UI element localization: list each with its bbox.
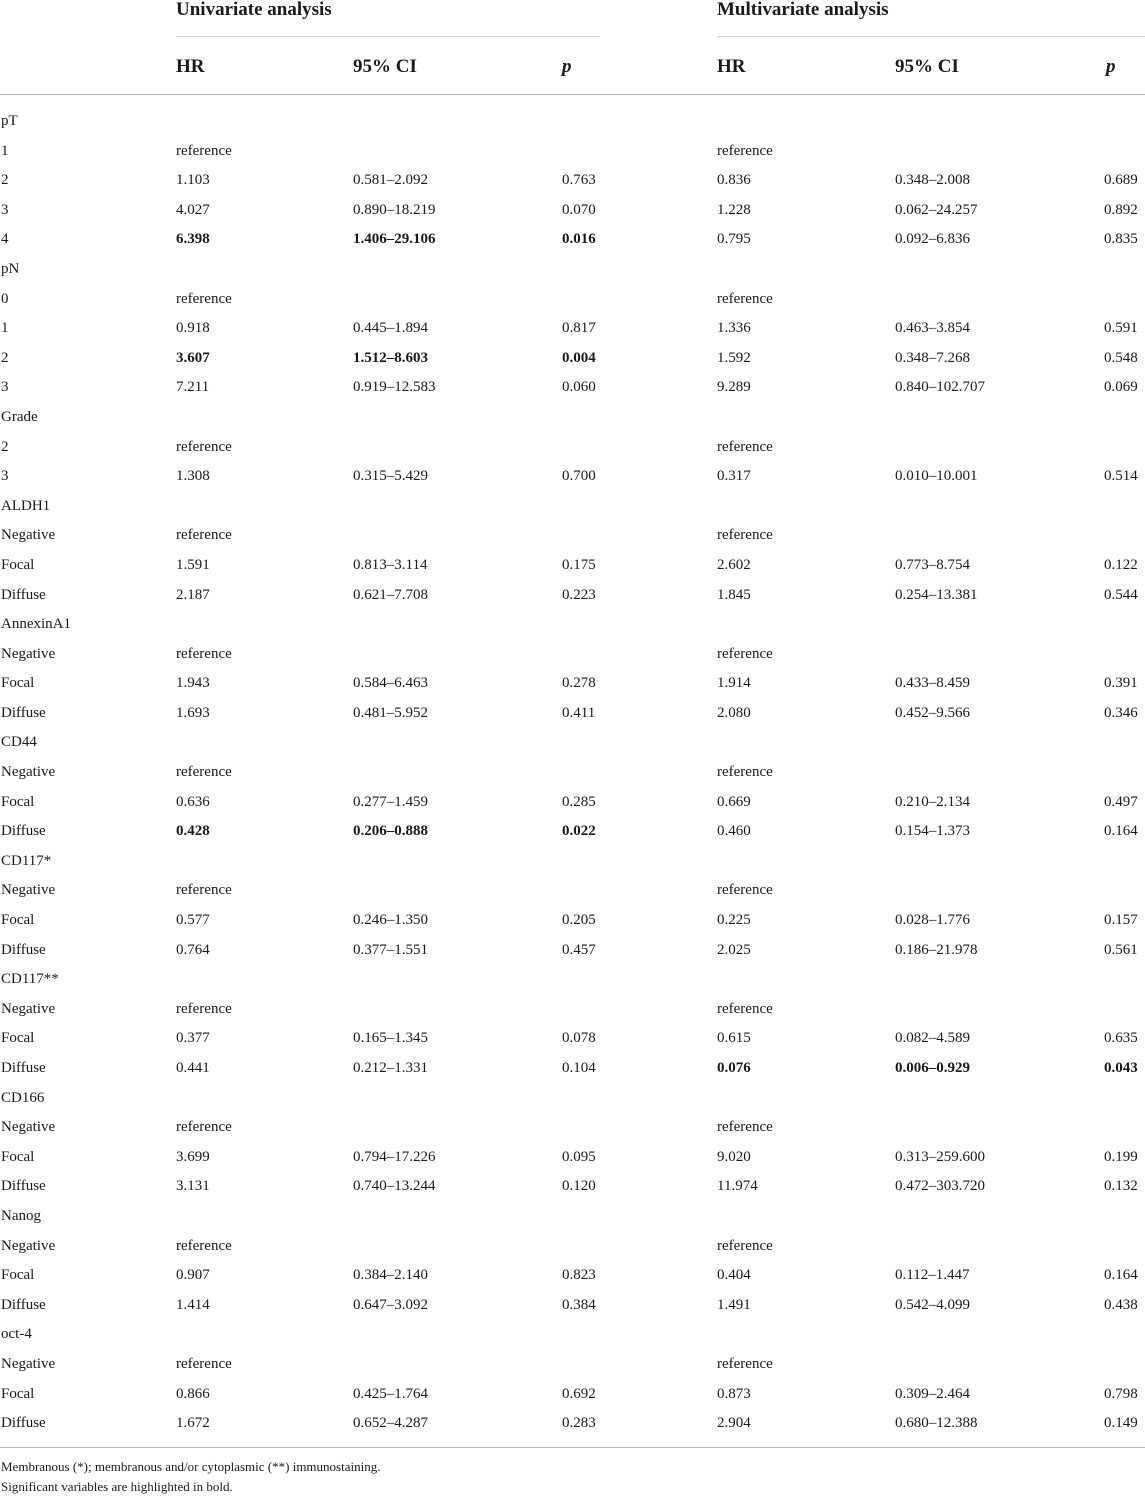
univariate-ci-cell: 0.377–1.551 bbox=[353, 941, 428, 958]
univariate-p-cell: 0.175 bbox=[562, 556, 596, 573]
multivariate-p-header: p bbox=[1106, 56, 1116, 77]
multivariate-p-cell: 0.635 bbox=[1104, 1030, 1138, 1047]
multivariate-ci-cell: 0.112–1.447 bbox=[895, 1267, 970, 1284]
table-row bbox=[0, 1024, 1145, 1054]
row-label: Focal bbox=[1, 1267, 35, 1284]
row-label: 0 bbox=[1, 290, 9, 307]
table-row bbox=[0, 817, 1145, 847]
table-row bbox=[0, 166, 1145, 196]
row-label: Diffuse bbox=[1, 1178, 46, 1195]
row-label: Focal bbox=[1, 675, 35, 692]
row-label: Negative bbox=[1, 882, 56, 899]
multivariate-hr-cell: reference bbox=[717, 882, 773, 899]
univariate-hr-cell: 0.907 bbox=[176, 1267, 210, 1284]
table-row bbox=[0, 225, 1145, 255]
univariate-hr-cell: 1.943 bbox=[176, 675, 210, 692]
table-row bbox=[0, 640, 1145, 670]
univariate-hr-cell: 0.428 bbox=[176, 823, 210, 840]
row-label: Focal bbox=[1, 793, 35, 810]
multivariate-p-cell: 0.892 bbox=[1104, 201, 1138, 218]
univariate-p-cell: 0.095 bbox=[562, 1148, 596, 1165]
table-row bbox=[0, 373, 1145, 403]
multivariate-ci-cell: 0.840–102.707 bbox=[895, 379, 985, 396]
table-row bbox=[0, 1202, 1145, 1232]
multivariate-hr-cell: reference bbox=[717, 438, 773, 455]
univariate-p-cell: 0.823 bbox=[562, 1267, 596, 1284]
univariate-p-cell: 0.285 bbox=[562, 793, 596, 810]
multivariate-hr-cell: 2.025 bbox=[717, 941, 751, 958]
table-row bbox=[0, 344, 1145, 374]
univariate-ci-cell: 1.512–8.603 bbox=[353, 349, 428, 366]
multivariate-hr-cell: reference bbox=[717, 645, 773, 662]
multivariate-p-cell: 0.591 bbox=[1104, 320, 1138, 337]
table-row bbox=[0, 137, 1145, 167]
univariate-group-title: Univariate analysis bbox=[176, 0, 332, 20]
univariate-ci-cell: 0.890–18.219 bbox=[353, 201, 436, 218]
multivariate-p-cell: 0.391 bbox=[1104, 675, 1138, 692]
table-row bbox=[0, 1380, 1145, 1410]
multivariate-p-cell: 0.199 bbox=[1104, 1148, 1138, 1165]
multivariate-hr-cell: reference bbox=[717, 142, 773, 159]
row-label: 3 bbox=[1, 201, 9, 218]
multivariate-hr-cell: 1.914 bbox=[717, 675, 751, 692]
multivariate-ci-cell: 0.542–4.099 bbox=[895, 1296, 970, 1313]
multivariate-ci-cell: 0.006–0.929 bbox=[895, 1060, 970, 1076]
table-row bbox=[0, 433, 1145, 463]
row-label: Negative bbox=[1, 645, 56, 662]
row-label: Focal bbox=[1, 912, 35, 929]
row-label: CD117* bbox=[1, 852, 52, 869]
univariate-ci-cell: 0.445–1.894 bbox=[353, 320, 428, 337]
multivariate-p-cell: 0.835 bbox=[1104, 231, 1138, 248]
univariate-p-cell: 0.104 bbox=[562, 1060, 596, 1076]
row-label: 2 bbox=[1, 172, 9, 189]
table-row bbox=[0, 788, 1145, 818]
univariate-p-cell: 0.078 bbox=[562, 1030, 596, 1047]
multivariate-hr-cell: 0.225 bbox=[717, 912, 751, 929]
multivariate-hr-cell: 0.836 bbox=[717, 172, 751, 189]
multivariate-p-cell: 0.497 bbox=[1104, 793, 1138, 810]
row-label: Focal bbox=[1, 1030, 35, 1047]
multivariate-p-cell: 0.544 bbox=[1104, 586, 1138, 603]
multivariate-ci-cell: 0.028–1.776 bbox=[895, 912, 970, 929]
univariate-hr-cell: reference bbox=[176, 882, 232, 899]
univariate-p-cell: 0.278 bbox=[562, 675, 596, 692]
multivariate-hr-cell: reference bbox=[717, 1355, 773, 1372]
univariate-ci-cell: 0.212–1.331 bbox=[353, 1060, 428, 1076]
row-label: Focal bbox=[1, 556, 35, 573]
univariate-ci-cell: 0.481–5.952 bbox=[353, 704, 428, 721]
univariate-hr-cell: 0.764 bbox=[176, 941, 210, 958]
row-label: Diffuse bbox=[1, 1296, 46, 1313]
univariate-p-header: p bbox=[562, 56, 572, 77]
row-label: AnnexinA1 bbox=[1, 616, 71, 633]
univariate-ci-cell: 0.581–2.092 bbox=[353, 172, 428, 189]
table-row bbox=[0, 995, 1145, 1025]
table-row bbox=[0, 107, 1145, 137]
row-label: Negative bbox=[1, 1355, 56, 1372]
multivariate-hr-cell: 1.491 bbox=[717, 1296, 751, 1313]
multivariate-p-cell: 0.689 bbox=[1104, 172, 1138, 189]
row-label: Diffuse bbox=[1, 1060, 46, 1076]
univariate-ci-cell: 0.165–1.345 bbox=[353, 1030, 428, 1047]
table-row bbox=[0, 1409, 1145, 1439]
univariate-hr-cell: reference bbox=[176, 527, 232, 544]
table-row bbox=[0, 492, 1145, 522]
univariate-ci-cell: 0.315–5.429 bbox=[353, 468, 428, 485]
univariate-hr-cell: 1.693 bbox=[176, 704, 210, 721]
row-label: Grade bbox=[1, 408, 38, 425]
table-row bbox=[0, 196, 1145, 226]
multivariate-p-cell: 0.346 bbox=[1104, 704, 1138, 721]
univariate-ci-cell: 0.206–0.888 bbox=[353, 823, 428, 840]
univariate-hr-cell: 0.866 bbox=[176, 1385, 210, 1402]
univariate-p-cell: 0.283 bbox=[562, 1415, 596, 1432]
table-row bbox=[0, 936, 1145, 966]
row-label: Focal bbox=[1, 1385, 35, 1402]
row-label: CD166 bbox=[1, 1089, 45, 1106]
multivariate-hr-cell: 0.615 bbox=[717, 1030, 751, 1047]
header-rule bbox=[0, 94, 1145, 95]
footer-rule bbox=[0, 1447, 1145, 1448]
univariate-hr-cell: reference bbox=[176, 645, 232, 662]
table-row bbox=[0, 1054, 1145, 1084]
row-label: 3 bbox=[1, 468, 9, 485]
multivariate-p-cell: 0.149 bbox=[1104, 1415, 1138, 1432]
multivariate-hr-cell: reference bbox=[717, 527, 773, 544]
table-row bbox=[0, 255, 1145, 285]
row-label: Diffuse bbox=[1, 586, 46, 603]
multivariate-ci-cell: 0.433–8.459 bbox=[895, 675, 970, 692]
table-row bbox=[0, 1320, 1145, 1350]
multivariate-ci-cell: 0.773–8.754 bbox=[895, 556, 970, 573]
multivariate-hr-cell: 1.336 bbox=[717, 320, 751, 337]
multivariate-ci-cell: 0.082–4.589 bbox=[895, 1030, 970, 1047]
univariate-p-cell: 0.457 bbox=[562, 941, 596, 958]
univariate-p-cell: 0.411 bbox=[562, 704, 596, 721]
univariate-p-cell: 0.016 bbox=[562, 231, 596, 248]
row-label: 1 bbox=[1, 142, 9, 159]
multivariate-group-underline bbox=[717, 36, 1145, 37]
univariate-hr-header: HR bbox=[176, 56, 205, 77]
univariate-ci-cell: 0.794–17.226 bbox=[353, 1148, 436, 1165]
table-row bbox=[0, 728, 1145, 758]
multivariate-hr-cell: reference bbox=[717, 1119, 773, 1136]
table-row bbox=[0, 1084, 1145, 1114]
multivariate-ci-cell: 0.348–7.268 bbox=[895, 349, 970, 366]
univariate-p-cell: 0.120 bbox=[562, 1178, 596, 1195]
univariate-hr-cell: reference bbox=[176, 1000, 232, 1017]
multivariate-p-cell: 0.164 bbox=[1104, 823, 1138, 840]
univariate-hr-cell: 3.699 bbox=[176, 1148, 210, 1165]
univariate-hr-cell: reference bbox=[176, 290, 232, 307]
table-row bbox=[0, 669, 1145, 699]
table-row bbox=[0, 1350, 1145, 1380]
row-label: pN bbox=[1, 260, 20, 277]
multivariate-hr-cell: 1.228 bbox=[717, 201, 751, 218]
univariate-p-cell: 0.070 bbox=[562, 201, 596, 218]
row-label: Negative bbox=[1, 1000, 56, 1017]
multivariate-hr-cell: reference bbox=[717, 1237, 773, 1254]
multivariate-ci-cell: 0.463–3.854 bbox=[895, 320, 970, 337]
table-row bbox=[0, 462, 1145, 492]
univariate-hr-cell: 7.211 bbox=[176, 379, 210, 396]
row-label: Focal bbox=[1, 1148, 35, 1165]
row-label: Negative bbox=[1, 527, 56, 544]
multivariate-hr-cell: 2.904 bbox=[717, 1415, 751, 1432]
univariate-hr-cell: 2.187 bbox=[176, 586, 210, 603]
univariate-hr-cell: reference bbox=[176, 438, 232, 455]
multivariate-ci-cell: 0.010–10.001 bbox=[895, 468, 978, 485]
univariate-ci-cell: 0.919–12.583 bbox=[353, 379, 436, 396]
table-row bbox=[0, 521, 1145, 551]
univariate-hr-cell: 0.636 bbox=[176, 793, 210, 810]
univariate-hr-cell: 0.377 bbox=[176, 1030, 210, 1047]
multivariate-ci-cell: 0.472–303.720 bbox=[895, 1178, 985, 1195]
multivariate-hr-header: HR bbox=[717, 56, 746, 77]
univariate-p-cell: 0.700 bbox=[562, 468, 596, 485]
univariate-ci-cell: 0.621–7.708 bbox=[353, 586, 428, 603]
multivariate-ci-cell: 0.210–2.134 bbox=[895, 793, 970, 810]
univariate-hr-cell: 4.027 bbox=[176, 201, 210, 218]
row-label: ALDH1 bbox=[1, 497, 51, 514]
univariate-ci-cell: 0.813–3.114 bbox=[353, 556, 428, 573]
table-row bbox=[0, 314, 1145, 344]
table-row bbox=[0, 581, 1145, 611]
univariate-hr-cell: 0.918 bbox=[176, 320, 210, 337]
univariate-p-cell: 0.817 bbox=[562, 320, 596, 337]
multivariate-hr-cell: reference bbox=[717, 764, 773, 781]
table-row bbox=[0, 610, 1145, 640]
univariate-hr-cell: 6.398 bbox=[176, 231, 210, 248]
univariate-p-cell: 0.763 bbox=[562, 172, 596, 189]
univariate-hr-cell: reference bbox=[176, 142, 232, 159]
univariate-p-cell: 0.060 bbox=[562, 379, 596, 396]
multivariate-p-cell: 0.548 bbox=[1104, 349, 1138, 366]
univariate-group-underline bbox=[176, 36, 600, 37]
table-row bbox=[0, 285, 1145, 315]
multivariate-hr-cell: 0.795 bbox=[717, 231, 751, 248]
multivariate-p-cell: 0.043 bbox=[1104, 1060, 1138, 1076]
univariate-ci-cell: 0.384–2.140 bbox=[353, 1267, 428, 1284]
multivariate-ci-cell: 0.154–1.373 bbox=[895, 823, 970, 840]
univariate-ci-cell: 0.277–1.459 bbox=[353, 793, 428, 810]
multivariate-ci-cell: 0.186–21.978 bbox=[895, 941, 978, 958]
row-label: Diffuse bbox=[1, 704, 46, 721]
row-label: Negative bbox=[1, 764, 56, 781]
row-label: Nanog bbox=[1, 1207, 41, 1224]
univariate-ci-cell: 0.584–6.463 bbox=[353, 675, 428, 692]
multivariate-ci-cell: 0.680–12.388 bbox=[895, 1415, 978, 1432]
multivariate-hr-cell: 9.020 bbox=[717, 1148, 751, 1165]
univariate-hr-cell: reference bbox=[176, 1355, 232, 1372]
multivariate-hr-cell: 1.592 bbox=[717, 349, 751, 366]
univariate-hr-cell: 3.607 bbox=[176, 349, 210, 366]
row-label: Negative bbox=[1, 1237, 56, 1254]
table-row bbox=[0, 1113, 1145, 1143]
row-label: Diffuse bbox=[1, 1415, 46, 1432]
row-label: Diffuse bbox=[1, 941, 46, 958]
multivariate-p-cell: 0.157 bbox=[1104, 912, 1138, 929]
univariate-hr-cell: 1.308 bbox=[176, 468, 210, 485]
univariate-hr-cell: 0.577 bbox=[176, 912, 210, 929]
univariate-hr-cell: 1.591 bbox=[176, 556, 210, 573]
multivariate-hr-cell: 2.080 bbox=[717, 704, 751, 721]
univariate-p-cell: 0.223 bbox=[562, 586, 596, 603]
row-label: 2 bbox=[1, 438, 9, 455]
multivariate-hr-cell: reference bbox=[717, 290, 773, 307]
multivariate-ci-cell: 0.452–9.566 bbox=[895, 704, 970, 721]
row-label: 1 bbox=[1, 320, 9, 337]
univariate-p-cell: 0.022 bbox=[562, 823, 596, 840]
multivariate-ci-header: 95% CI bbox=[895, 56, 959, 77]
multivariate-ci-cell: 0.313–259.600 bbox=[895, 1148, 985, 1165]
multivariate-hr-cell: 2.602 bbox=[717, 556, 751, 573]
multivariate-p-cell: 0.122 bbox=[1104, 556, 1138, 573]
univariate-ci-cell: 0.740–13.244 bbox=[353, 1178, 436, 1195]
table-row bbox=[0, 965, 1145, 995]
multivariate-p-cell: 0.132 bbox=[1104, 1178, 1138, 1195]
row-label: 4 bbox=[1, 231, 9, 248]
multivariate-hr-cell: 0.404 bbox=[717, 1267, 751, 1284]
row-label: CD117** bbox=[1, 971, 59, 988]
multivariate-hr-cell: 0.317 bbox=[717, 468, 751, 485]
univariate-ci-cell: 1.406–29.106 bbox=[353, 231, 436, 248]
multivariate-ci-cell: 0.092–6.836 bbox=[895, 231, 970, 248]
footnote: Membranous (*); membranous and/or cytoplasmic (**) immunostaining. bbox=[1, 1459, 381, 1474]
univariate-hr-cell: 0.441 bbox=[176, 1060, 210, 1076]
table-row bbox=[0, 699, 1145, 729]
row-label: pT bbox=[1, 113, 18, 129]
multivariate-ci-cell: 0.348–2.008 bbox=[895, 172, 970, 189]
table-row bbox=[0, 1232, 1145, 1262]
multivariate-ci-cell: 0.062–24.257 bbox=[895, 201, 978, 218]
table-body bbox=[0, 107, 1145, 1439]
table-row bbox=[0, 906, 1145, 936]
multivariate-hr-cell: 1.845 bbox=[717, 586, 751, 603]
row-label: 3 bbox=[1, 379, 9, 396]
multivariate-p-cell: 0.561 bbox=[1104, 941, 1138, 958]
row-label: Negative bbox=[1, 1119, 56, 1136]
univariate-ci-cell: 0.652–4.287 bbox=[353, 1415, 428, 1432]
multivariate-p-cell: 0.514 bbox=[1104, 468, 1138, 485]
univariate-hr-cell: reference bbox=[176, 1237, 232, 1254]
multivariate-hr-cell: reference bbox=[717, 1000, 773, 1017]
table-row bbox=[0, 1261, 1145, 1291]
univariate-hr-cell: 1.672 bbox=[176, 1415, 210, 1432]
univariate-ci-cell: 0.647–3.092 bbox=[353, 1296, 428, 1313]
univariate-ci-header: 95% CI bbox=[353, 56, 417, 77]
table-row bbox=[0, 1291, 1145, 1321]
univariate-p-cell: 0.004 bbox=[562, 349, 596, 366]
multivariate-p-cell: 0.798 bbox=[1104, 1385, 1138, 1402]
multivariate-hr-cell: 0.076 bbox=[717, 1060, 751, 1076]
table-row bbox=[0, 1172, 1145, 1202]
row-label: Diffuse bbox=[1, 823, 46, 840]
table-row bbox=[0, 847, 1145, 877]
row-label: 2 bbox=[1, 349, 9, 366]
univariate-p-cell: 0.384 bbox=[562, 1296, 596, 1313]
multivariate-hr-cell: 0.873 bbox=[717, 1385, 751, 1402]
univariate-hr-cell: reference bbox=[176, 1119, 232, 1136]
univariate-hr-cell: 1.414 bbox=[176, 1296, 210, 1313]
table-row bbox=[0, 758, 1145, 788]
univariate-hr-cell: 1.103 bbox=[176, 172, 210, 189]
table-row bbox=[0, 403, 1145, 433]
univariate-p-cell: 0.205 bbox=[562, 912, 596, 929]
row-label: oct-4 bbox=[1, 1326, 32, 1343]
univariate-hr-cell: reference bbox=[176, 764, 232, 781]
multivariate-p-cell: 0.164 bbox=[1104, 1267, 1138, 1284]
univariate-ci-cell: 0.246–1.350 bbox=[353, 912, 428, 929]
multivariate-ci-cell: 0.309–2.464 bbox=[895, 1385, 970, 1402]
multivariate-hr-cell: 9.289 bbox=[717, 379, 751, 396]
univariate-ci-cell: 0.425–1.764 bbox=[353, 1385, 428, 1402]
multivariate-p-cell: 0.069 bbox=[1104, 379, 1138, 396]
multivariate-ci-cell: 0.254–13.381 bbox=[895, 586, 978, 603]
multivariate-hr-cell: 0.669 bbox=[717, 793, 751, 810]
multivariate-p-cell: 0.438 bbox=[1104, 1296, 1138, 1313]
table-row bbox=[0, 551, 1145, 581]
table-row bbox=[0, 876, 1145, 906]
table-row bbox=[0, 1143, 1145, 1173]
footnote: Significant variables are highlighted in bold. bbox=[1, 1479, 233, 1494]
multivariate-hr-cell: 11.974 bbox=[717, 1178, 758, 1195]
univariate-p-cell: 0.692 bbox=[562, 1385, 596, 1402]
multivariate-group-title: Multivariate analysis bbox=[717, 0, 889, 20]
multivariate-hr-cell: 0.460 bbox=[717, 823, 751, 840]
univariate-hr-cell: 3.131 bbox=[176, 1178, 210, 1195]
row-label: CD44 bbox=[1, 734, 37, 751]
